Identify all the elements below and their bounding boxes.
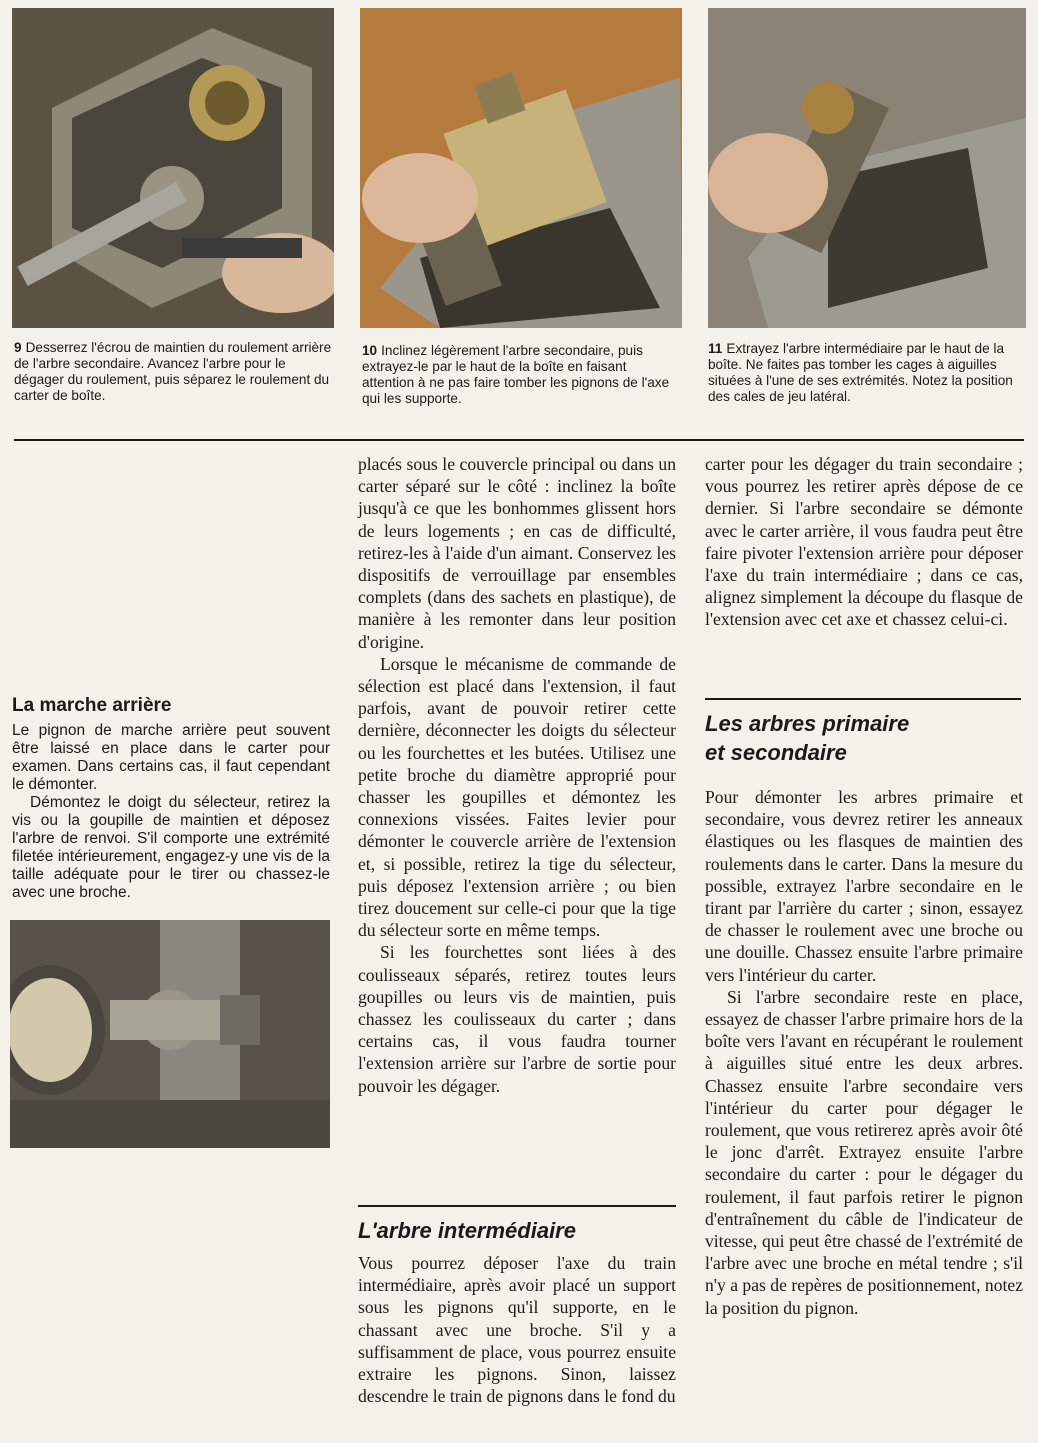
caption-11 xyxy=(708,341,1018,405)
intermediaire-paragraph-1: Vous pourrez déposer l'axe du train intermédiaire, après avoir placé un support sous les pignons qu'il supporte, en le chassant avec une broche. S'il y a suffisamment de place, vous pourrez ensuite extraire les pignons. Sinon, laissez descendre le train de pignons dans le fond du xyxy=(358,1253,676,1407)
caption-10 xyxy=(362,343,680,407)
photo-9-gearbox-nut xyxy=(12,8,334,328)
caption-11-text: Extrayez l'arbre intermédiaire par le haut de la boîte. Ne faites pas tomber les cages à aiguilles situées à l'une de ses extrémités. Notez la position des cales de jeu latéral. xyxy=(708,341,1013,404)
column-3 xyxy=(705,453,1023,631)
column-3-paragraph-1: carter pour les dégager du train secondaire ; vous pourrez les retirer après dépose de ce dernier. Si l'arbre secondaire se démonte avec le carter arrière, il vous faudra peut être faire pivoter l'extension arrière pour déposer l'axe du train intermédiaire ; dans ce cas, alignez simplement la découpe du flasque de l'extension avec cet axe et chassez celui-ci. xyxy=(705,454,1023,630)
column-3-section xyxy=(705,786,1023,1319)
column-2-paragraph-2: Lorsque le mécanisme de commande de sélection est placé dans l'extension, il faut parfois, avant de pouvoir retirer cette dernière, déconnecter les doigts du sélecteur ou les fourchettes et les butées. Utilisez une petite broche du diamètre approprié pour chasser les goupilles et démontez les connexions vissées. Faites levier pour démonter le couvercle arrière de l'extension et, si possible, retirez la tige du sélecteur, puis déposez l'extension arrière ; ou bien tirez doucement sur celle-ci pour que la tige du sélecteur sorte en même temps. xyxy=(358,653,676,941)
photo-10-mainshaft-removal xyxy=(360,8,682,328)
heading-arbres-primaire-secondaire xyxy=(705,709,1021,767)
section-rule-arbres xyxy=(705,698,1021,700)
caption-11-number: 11 xyxy=(708,341,723,356)
caption-9-text: Desserrez l'écrou de maintien du roulement arrière de l'arbre secondaire. Avancez l'arbre pour le dégager du roulement, puis séparez le roulement du carter de boîte. xyxy=(14,340,332,403)
column-2-paragraph-3: Si les fourchettes sont liées à des coulisseaux séparés, retirez toutes leurs goupilles ou leurs vis de maintien, puis chassez les coulisseaux du carter ; dans certains cas, il vous faudra tourner l'extension arrière sur l'arbre de sortie pour pouvoir les dégager. xyxy=(358,942,676,1096)
column-2 xyxy=(358,453,676,1097)
arbres-paragraph-2: Si l'arbre secondaire reste en place, essayez de chasser l'arbre primaire hors de la boîte vers l'avant en récupérant le roulement à aiguilles situé entre les deux arbres. Chassez ensuite l'arbre secondaire vers l'intérieur du carter pour dégager le roulement, que vous retirerez après avoir ôté le jonc d'arrêt. Extrayez ensuite l'arbre secondaire du carter : pour le dégager du roulement, il faut parfois retirer le pignon d'entraînement du câble de l'indicateur de vitesse, qui peut être chassé de l'extrémité de l'arbre avec une broche en métal tendre ; s'il n'y a pas de repères de positionnement, notez la position du pignon. xyxy=(705,986,1023,1318)
column-2-section xyxy=(358,1252,676,1407)
marche-arriere-paragraph-1: Le pignon de marche arrière peut souvent être laissé en place dans le carter pour examen. Dans certains cas, il faut cependant le démonter. xyxy=(12,722,330,793)
marche-arriere-paragraph-2: Démontez le doigt du sélecteur, retirez la vis ou la goupille de maintien et déposez l'arbre de renvoi. S'il comporte une extrémité filetée intérieurement, engagez-y une vis de la taille adéquate pour le tirer ou chassez-le avec une broche. xyxy=(12,794,330,901)
caption-10-text: Inclinez légèrement l'arbre secondaire, puis extrayez-le par le haut de la boîte en faisant attention à ne pas faire tomber les pignons de l'axe qui les supporte. xyxy=(362,343,670,406)
marche-arriere-text xyxy=(12,722,330,902)
section-rule-intermediaire xyxy=(358,1205,676,1207)
photo-11-layshaft-removal xyxy=(708,8,1026,328)
caption-10-number: 10 xyxy=(362,343,378,358)
heading-arbres-line-1: Les arbres primaire xyxy=(705,711,910,736)
horizontal-divider xyxy=(14,439,1024,441)
caption-9 xyxy=(14,340,332,404)
heading-arbres-line-2: et secondaire xyxy=(705,740,847,765)
photo-reverse-gear xyxy=(10,920,330,1148)
heading-marche-arriere: La marche arrière xyxy=(12,695,172,716)
column-2-paragraph-1: placés sous le couvercle principal ou dans un carter séparé sur le côté : inclinez la boîte jusqu'à ce que les bonhommes glissent hors de leurs logements ; en cas de difficulté, retirez-les à l'aide d'un aimant. Conservez les dispositifs de verrouillage par ensembles complets (dans des sachets en plastique), de manière à les remonter dans leur position d'origine. xyxy=(358,454,676,652)
heading-arbre-intermediaire: L'arbre intermédiaire xyxy=(358,1218,576,1243)
arbres-paragraph-1: Pour démonter les arbres primaire et secondaire, vous devrez retirer les anneaux élastiques ou les flasques de maintien des roulements dans le carter. Dans la mesure du possible, extrayez l'arbre secondaire en le tirant par l'arrière du carter ; sinon, essayez de chasser le roulement avec une broche ou une douille. Chassez ensuite l'arbre primaire vers l'intérieur du carter. xyxy=(705,787,1023,985)
caption-9-number: 9 xyxy=(14,340,22,355)
